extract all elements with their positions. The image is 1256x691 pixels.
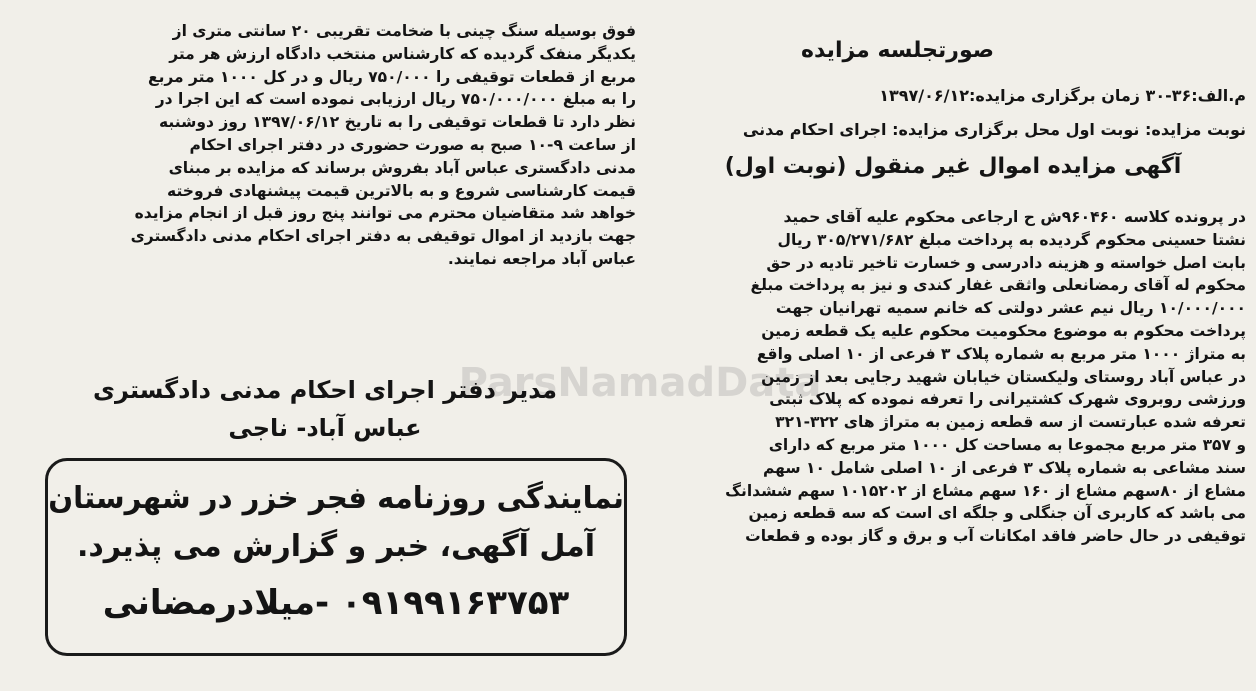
continuation-line: فوق بوسیله سنگ چینی با ضخامت تقریبی ۲۰ سانتی متری از: [172, 22, 636, 40]
body-line: بابت اصل خواسته و هزینه دادرسی و خسارت تاخیر تادیه در حق: [766, 253, 1246, 272]
notice-title: صورتجلسه مزایده: [800, 38, 994, 63]
auction-place: محل برگزاری مزایده: اجرای احکام مدنی: [742, 120, 1060, 139]
continuation-line: یکدیگر منفک گردیده که کارشناس منتخب دادگاه ارزش هر متر: [169, 44, 636, 63]
auction-round: نوبت مزایده: نوبت اول: [1065, 120, 1246, 139]
body-line: ورزشی روبروی شهرک کشتیرانی را تعرفه نموده که پلاک ثبتی: [769, 390, 1246, 409]
signature-title: مدیر دفتر اجرای احکام مدنی دادگستری: [93, 376, 557, 404]
continuation-line: مربع از قطعات توقیفی را ۷۵۰/۰۰۰ ریال و در کل ۱۰۰۰ متر مربع: [147, 67, 636, 86]
ad-line-2: آمل آگهی، خبر و گزارش می پذیرد.: [76, 529, 596, 564]
continuation-line: جهت بازدید از اموال توقیفی به دفتر اجرای احکام مدنی دادگستری: [130, 227, 636, 246]
body-line: پرداخت محکوم به موضوع محکومیت محکوم علیه یک قطعه زمین: [761, 321, 1246, 340]
notice-meta-row-1: [656, 86, 1246, 105]
notice-column: [650, 0, 1256, 691]
body-line: نشتا حسینی محکوم گردیده به پرداخت مبلغ ۳۰۵/۲۷۱/۶۸۲ ریال: [777, 230, 1246, 249]
continuation-line: خواهد شد متقاضیان محترم می توانند پنج روز قبل از انجام مزایده: [134, 204, 636, 223]
notice-meta-row-2: [656, 120, 1246, 139]
body-line: می باشد که کاربری آن جنگلی و جلگه ای است که سه قطعه زمین: [748, 504, 1246, 523]
continuation-line: عباس آباد مراجعه نمایند.: [447, 249, 636, 268]
body-line: تعرفه شده عبارتست از سه قطعه زمین به متراژ های ۳۲۲-۳۲۱: [775, 413, 1246, 432]
continuation-line: را به مبلغ ۷۵۰/۰۰۰/۰۰۰ ریال ارزیابی نموده است که این اجرا در: [155, 90, 636, 109]
auction-time: زمان برگزاری مزایده:۱۳۹۷/۰۶/۱۲: [879, 86, 1140, 105]
continuation-line: قیمت کارشناسی شروع و به بالاترین قیمت پیشنهادی فروخته: [167, 181, 636, 200]
body-line: ۱۰/۰۰۰/۰۰۰ ریال نیم عشر دولتی که خانم سمیه تهرانیان جهت: [775, 299, 1246, 318]
body-line: به متراژ ۱۰۰۰ متر مربع به شماره پلاک ۳ فرعی از ۱۰ اصلی واقع: [756, 344, 1246, 363]
ad-contact: ۰۹۱۹۹۱۶۳۷۵۳ -میلادرمضانی: [102, 583, 570, 623]
continuation-line: مدنی دادگستری عباس آباد بفروش برساند که مزایده بر مبنای: [168, 158, 636, 177]
body-line: محکوم له آقای رمضانعلی واثقی غفار کندی و نیز به پرداخت مبلغ: [750, 276, 1246, 295]
continuation-line: از ساعت ۹-۱۰ صبح به صورت حضوری در دفتر اجرای احکام: [189, 135, 636, 154]
continuation-line: نظر دارد تا قطعات توقیفی را به تاریخ ۱۳۹۷/۰۶/۱۲ روز دوشنبه: [159, 113, 636, 132]
advertisement-box: [45, 458, 627, 656]
body-line: توقیفی در حال حاضر فاقد امکانات آب و برق و گاز بوده و قطعات: [745, 527, 1246, 546]
body-line: در پرونده کلاسه ۹۶۰۴۶۰ش ح ارجاعی محکوم علیه آقای حمید: [783, 208, 1246, 226]
body-line: و ۳۵۷ متر مربع مجموعا به مساحت کل ۱۰۰۰ متر مربع که دارای: [768, 435, 1246, 454]
body-line: مشاع از ۸۰سهم مشاع از ۱۶۰ سهم مشاع از ۱۰۱۵۲۰۲ سهم ششدانگ: [725, 481, 1246, 500]
ad-line-1: نمایندگی روزنامه فجر خزر در شهرستان: [48, 481, 624, 516]
signature-name: عباس آباد- ناجی: [228, 414, 422, 442]
watermark: ParsNamadData: [458, 360, 822, 406]
notice-heading: آگهی مزایده اموال غیر منقول (نوبت اول): [724, 154, 1182, 179]
body-line: در عباس آباد روستای ولیکستان خیابان شهید رجایی بعد از زمین: [761, 367, 1246, 386]
notice-continuation: [14, 20, 636, 271]
notice-body: [656, 206, 1246, 548]
file-number: م.الف:۳۶-۳۰: [1145, 86, 1246, 105]
body-line: سند مشاعی به شماره پلاک ۳ فرعی از ۱۰ اصلی شامل ۱۰ سهم: [763, 458, 1246, 477]
